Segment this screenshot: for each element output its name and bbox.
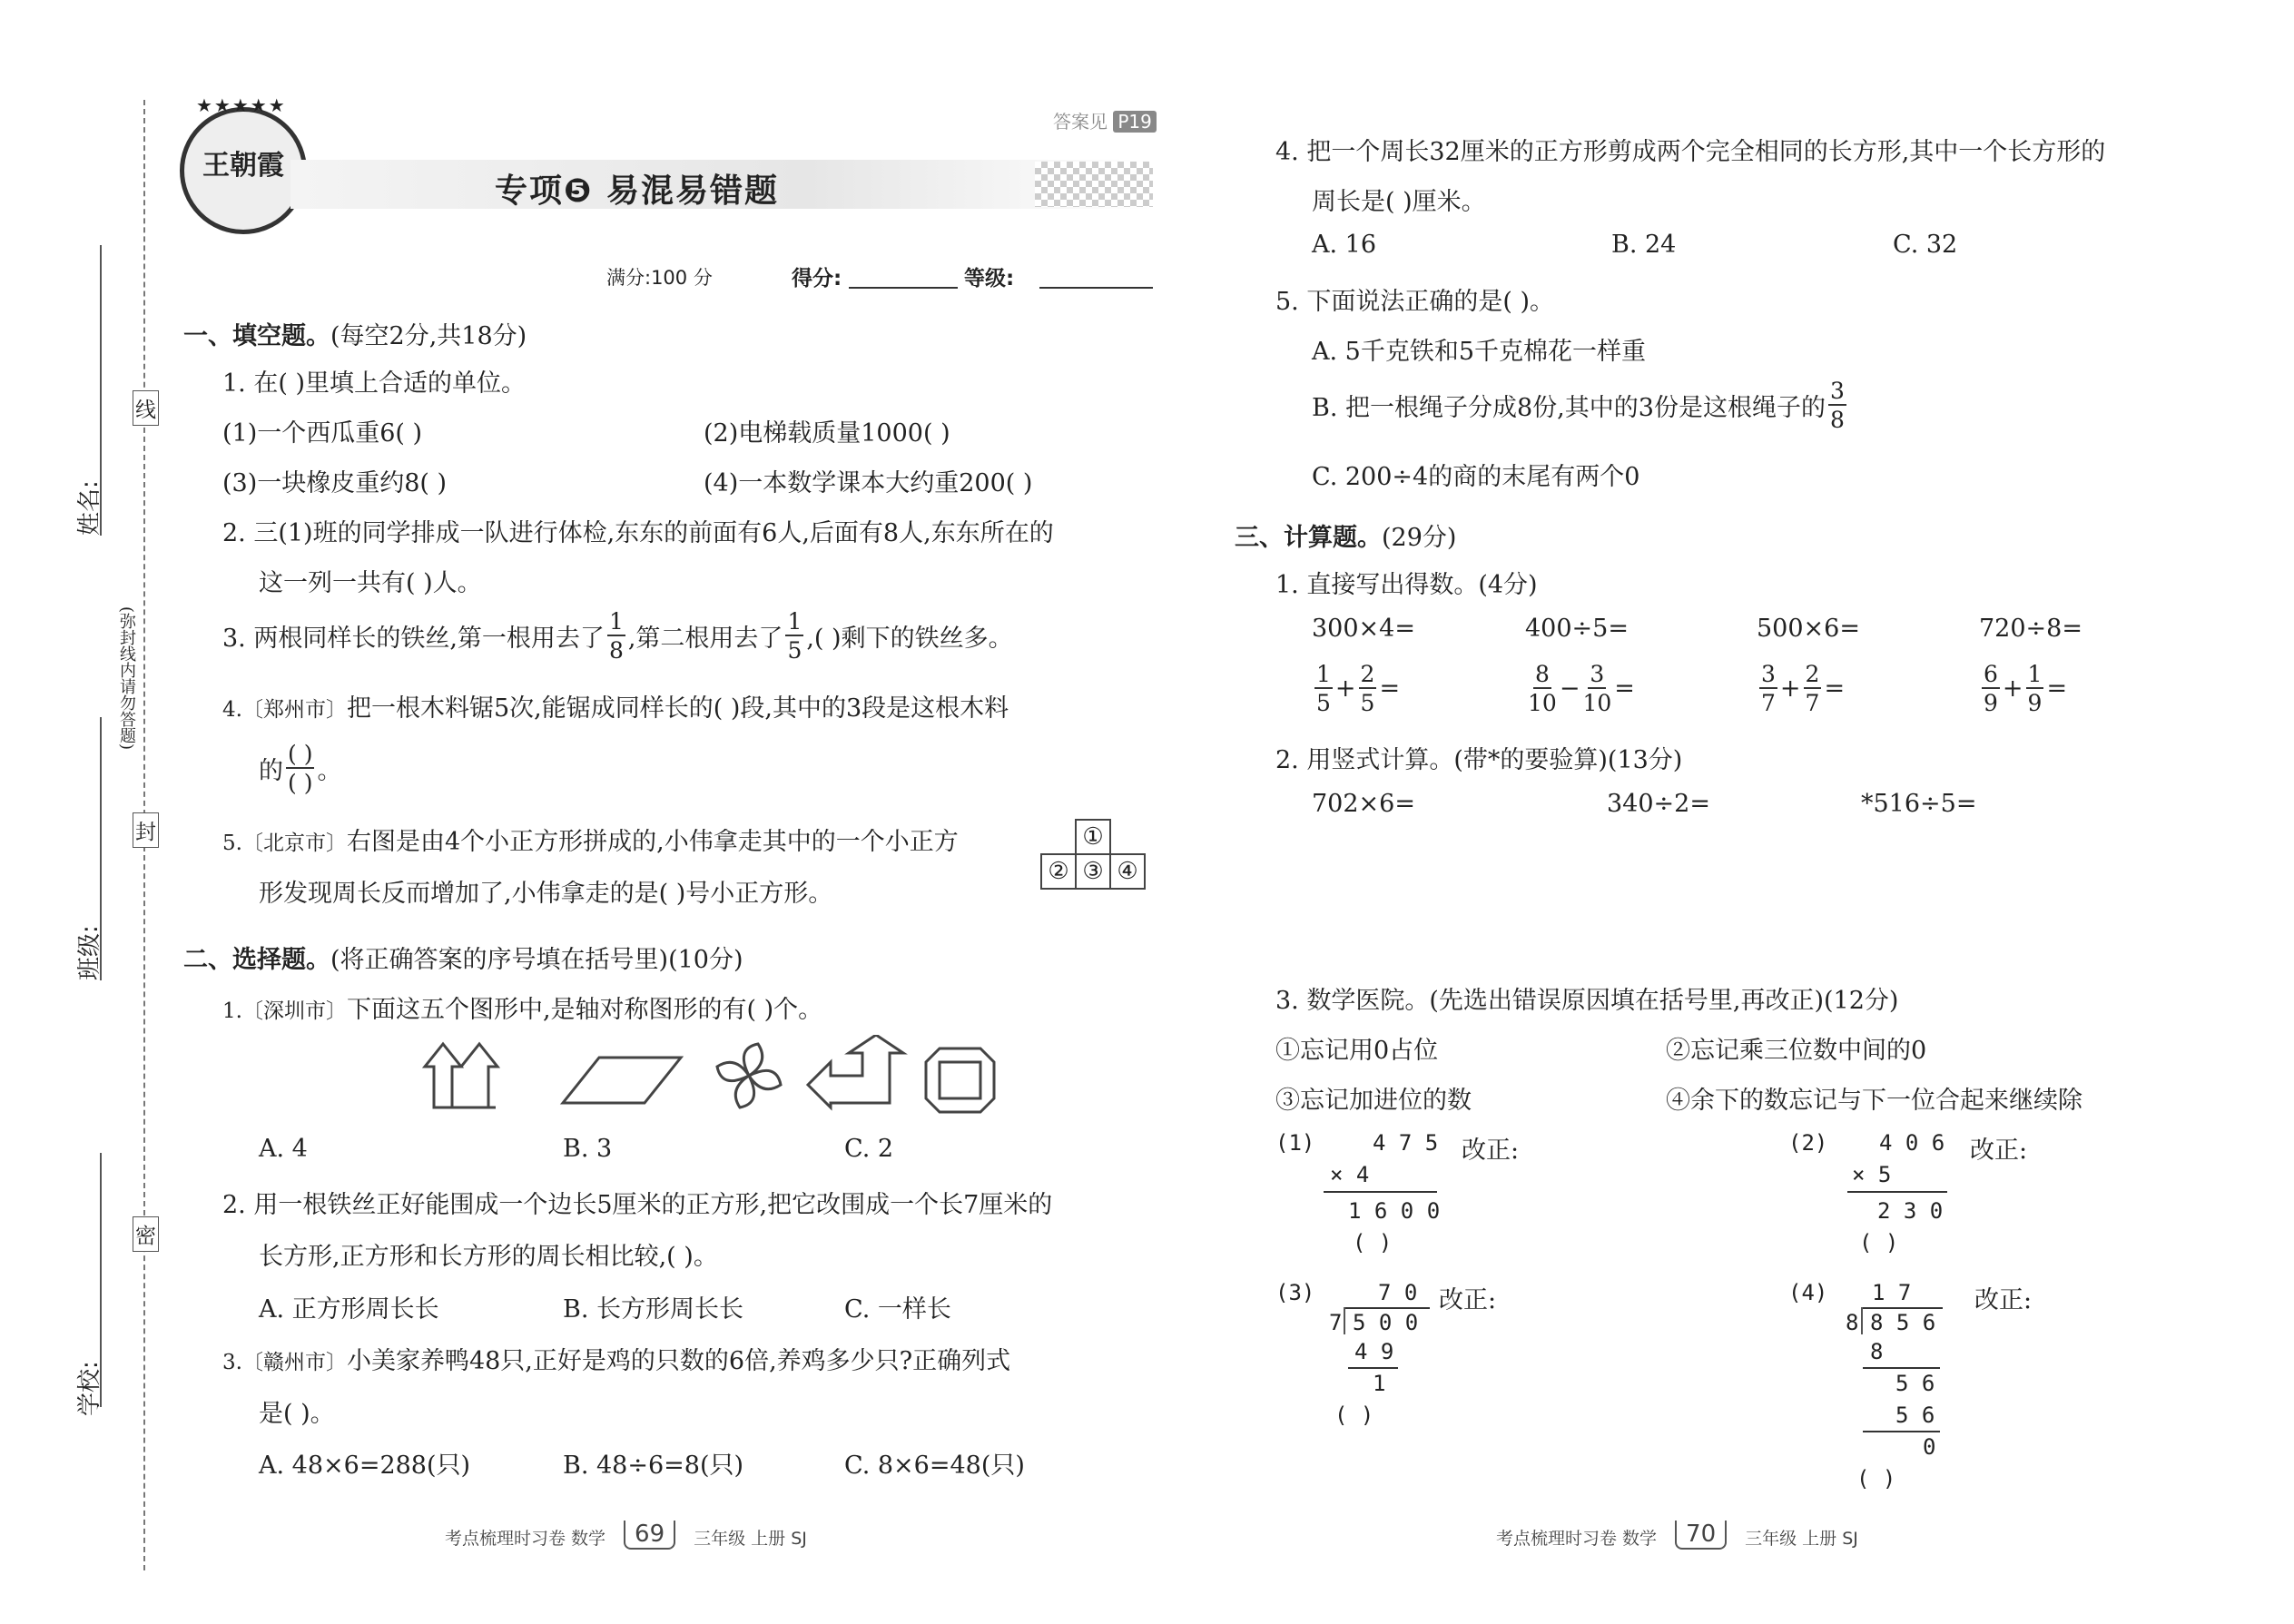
left-footer — [445, 1521, 807, 1550]
checker-pattern — [1035, 162, 1153, 207]
p2-answer-paren[interactable]: ( ) — [1859, 1230, 1899, 1255]
p2-label: (2) — [1788, 1130, 1828, 1156]
c1-tag: 1.〔深圳市〕 — [222, 999, 347, 1023]
c3-text: 小美家养鸭48只,正好是鸡的只数的6倍,养鸡多少只?正确列式 — [346, 1347, 1011, 1375]
p3-answer-paren[interactable]: ( ) — [1334, 1403, 1374, 1428]
symmetry-shapes — [418, 1035, 999, 1117]
gutter-name-label: 姓名: — [76, 480, 103, 536]
p4-label: (4) — [1788, 1280, 1828, 1305]
q3-text-c: ,( )剩下的铁丝多。 — [806, 625, 1013, 653]
square-4: ④ — [1109, 853, 1146, 890]
right-page-number: 70 — [1675, 1521, 1727, 1550]
section1-header — [183, 316, 527, 351]
c2-line2: 长方形,正方形和长方形的周长相比较,( )。 — [259, 1243, 718, 1271]
p4-dividend: 8 5 6 — [1870, 1310, 1936, 1335]
q2-line2: 这一列一共有( )人。 — [259, 569, 482, 597]
p2-result: 2 3 0 — [1877, 1198, 1944, 1224]
fs4-b-num: 1 — [2027, 661, 2043, 687]
q3-line — [222, 610, 1013, 662]
score-label: 得分: — [792, 267, 842, 290]
gutter-class-label: 班级: — [76, 925, 103, 980]
fs1-a — [1314, 663, 1333, 714]
p3-sub1: 4 9 — [1354, 1339, 1394, 1364]
gutter-seal-note: (弥封线内请勿答题) — [114, 606, 138, 750]
c4-line1: 4. 把一个周长32厘米的正方形剪成两个完全相同的长方形,其中一个长方形的 — [1275, 138, 2106, 166]
k1-item-c: 500×6= — [1757, 615, 1860, 643]
answer-ref-text: 答案见 — [1053, 111, 1108, 133]
q3-f1-num: 1 — [608, 608, 624, 635]
p4-rule2 — [1863, 1431, 1940, 1432]
q3-fraction-1 — [607, 610, 625, 662]
p2-rule — [1847, 1191, 1947, 1193]
k2-text: 2. 用竖式计算。(带*的要验算)(13分) — [1275, 746, 1683, 774]
fs4-a-den: 9 — [1984, 690, 1998, 716]
fs4-a-num: 6 — [1984, 661, 1998, 687]
q3-text-b: ,第二根用去了 — [627, 625, 783, 653]
c2-option-b[interactable]: B. 长方形周长长 — [563, 1295, 744, 1324]
p3-sub2: 1 — [1373, 1371, 1386, 1396]
fs2-b — [1582, 663, 1611, 714]
reason-1: ①忘记用0占位 — [1275, 1037, 1439, 1065]
q4-frac-den: ( ) — [288, 770, 313, 796]
q1-text: 1. 在( )里填上合适的单位。 — [222, 369, 526, 398]
star-row-icon: ★★★★★ — [196, 94, 287, 116]
fs1-b-num: 2 — [1360, 661, 1375, 687]
score-field[interactable] — [849, 287, 958, 289]
fs1-a-num: 1 — [1316, 661, 1331, 687]
gutter-line-mark: 线 — [133, 390, 159, 426]
p4-divisor: 8 — [1846, 1310, 1859, 1335]
q3-f2-num: 1 — [787, 608, 802, 635]
p3-label: (3) — [1275, 1280, 1315, 1305]
q3-fraction-2 — [785, 610, 803, 662]
fs1-a-den: 5 — [1316, 690, 1331, 716]
c5-frac-den: 8 — [1829, 407, 1845, 433]
c3-option-c[interactable]: C. 8×6=48(只) — [844, 1452, 1025, 1480]
c3-option-b[interactable]: B. 48÷6=8(只) — [563, 1452, 744, 1480]
c5-option-c[interactable]: C. 200÷4的商的末尾有两个0 — [1312, 463, 1640, 491]
p3-div-side — [1344, 1307, 1345, 1334]
fs1-op: + — [1334, 674, 1356, 703]
p1-fix-label: 改正: — [1462, 1137, 1520, 1165]
p1-top: 4 7 5 — [1373, 1130, 1439, 1156]
c1-line — [222, 989, 822, 1025]
reason-4: ④余下的数忘记与下一位合起来继续除 — [1666, 1087, 2082, 1115]
k1-item-a: 300×4= — [1312, 615, 1415, 643]
c3-option-a[interactable]: A. 48×6=288(只) — [259, 1452, 471, 1480]
p4-fix-label: 改正: — [1974, 1286, 2033, 1314]
fs4-a — [1982, 663, 2000, 714]
c4-option-b[interactable]: B. 24 — [1611, 231, 1677, 259]
right-footer-book: 考点梳理时习卷 数学 — [1496, 1529, 1658, 1549]
fs1-eq: = — [1379, 674, 1401, 703]
p2-top: 4 0 6 — [1879, 1130, 1945, 1156]
fs3-b-den: 7 — [1805, 690, 1820, 716]
c4-option-c[interactable]: C. 32 — [1893, 231, 1958, 259]
fs2-a — [1528, 663, 1557, 714]
answer-ref — [1053, 107, 1157, 133]
p4-sub1: 8 — [1870, 1339, 1884, 1364]
p1-label: (1) — [1275, 1130, 1315, 1156]
q3-f1-den: 8 — [608, 637, 624, 664]
square-2: ② — [1040, 853, 1077, 890]
frac-sum-3 — [1757, 663, 1845, 714]
p2-mul: × 5 — [1852, 1162, 1892, 1187]
section2-header — [183, 940, 743, 975]
right-footer — [1496, 1521, 1858, 1550]
fs3-op: + — [1779, 674, 1801, 703]
p1-answer-paren[interactable]: ( ) — [1353, 1230, 1393, 1255]
triple-arrow-shape — [425, 1044, 497, 1107]
left-page-number: 69 — [624, 1521, 675, 1550]
fs3-a — [1759, 663, 1777, 714]
k2-item-a: 702×6= — [1312, 790, 1415, 818]
fs4-op: + — [2002, 674, 2023, 703]
fs2-a-num: 8 — [1534, 661, 1550, 687]
p4-sub3: 5 6 — [1895, 1403, 1935, 1428]
q1-part-a: (1)一个西瓜重6( ) — [222, 419, 423, 448]
q4-tag: 4.〔郑州市〕 — [222, 698, 347, 722]
parallelogram-shape — [563, 1058, 681, 1103]
section-title: 专项❺ 易混易错题 — [495, 172, 780, 210]
fs4-b — [2026, 663, 2044, 714]
fs4-b-den: 9 — [2027, 690, 2043, 716]
p4-quotient: 1 7 — [1872, 1280, 1912, 1305]
gutter-seal-mark: 封 — [133, 812, 159, 848]
fs2-eq: = — [1614, 674, 1635, 703]
k1-text: 1. 直接写出得数。(4分) — [1275, 571, 1538, 599]
c2-line1: 2. 用一根铁丝正好能围成一个边长5厘米的正方形,把它改围成一个长7厘米的 — [222, 1191, 1053, 1219]
c5-text: 5. 下面说法正确的是( )。 — [1275, 288, 1554, 316]
q5-text-1: 右图是由4个小正方形拼成的,小伟拿走其中的一个小正方 — [346, 828, 959, 856]
p4-sub2: 5 6 — [1895, 1371, 1935, 1396]
reason-3: ③忘记加进位的数 — [1275, 1087, 1472, 1115]
k1-item-b: 400÷5= — [1525, 615, 1629, 643]
p3-divisor: 7 — [1329, 1310, 1343, 1335]
grade-field[interactable] — [1039, 287, 1153, 289]
section1-note: (每空2分,共18分) — [330, 322, 527, 350]
p3-fix-label: 改正: — [1439, 1286, 1497, 1314]
fs1-b-den: 5 — [1360, 690, 1375, 716]
q4-frac-num: ( ) — [288, 741, 313, 767]
c3-tag: 3.〔赣州市〕 — [222, 1351, 347, 1374]
c3-line1 — [222, 1341, 1010, 1376]
c1-option-a[interactable]: A. 4 — [259, 1135, 308, 1163]
q1-part-b: (2)电梯载质量1000( ) — [704, 419, 950, 448]
publisher-logo — [180, 107, 307, 234]
c1-text: 下面这五个图形中,是轴对称图形的有( )个。 — [346, 996, 823, 1024]
p3-quotient: 7 0 — [1378, 1280, 1418, 1305]
k3-text: 3. 数学医院。(先选出错误原因填在括号里,再改正)(12分) — [1275, 987, 1899, 1015]
section3-title: 三、计算题。 — [1235, 524, 1382, 552]
pinwheel-shape — [717, 1044, 781, 1107]
q4-text-a: 的 — [259, 757, 283, 785]
c1-option-c[interactable]: C. 2 — [844, 1135, 894, 1163]
p1-mul: × 4 — [1330, 1162, 1370, 1187]
fs2-b-den: 10 — [1582, 690, 1612, 716]
fs2-b-num: 3 — [1590, 661, 1605, 687]
k2-item-c: *516÷5= — [1861, 790, 1977, 818]
fs2-a-den: 10 — [1528, 690, 1557, 716]
octagon-square-shape — [926, 1048, 994, 1112]
p4-div-bar — [1861, 1307, 1943, 1309]
fs3-eq: = — [1824, 674, 1846, 703]
p2-fix-label: 改正: — [1970, 1137, 2028, 1165]
section1-title: 一、填空题。 — [183, 322, 330, 350]
right-footer-grade: 三年级 上册 SJ — [1745, 1529, 1858, 1549]
full-score: 满分:100 分 — [606, 267, 713, 289]
q5-line1 — [222, 822, 959, 857]
p4-sub4: 0 — [1923, 1434, 1936, 1460]
fs3-a-den: 7 — [1761, 690, 1776, 716]
q4-fraction-blank[interactable] — [286, 743, 314, 794]
fs3-a-num: 3 — [1761, 661, 1776, 687]
square-1: ① — [1075, 819, 1111, 855]
logo-text: 王朝霞 — [202, 150, 284, 182]
c2-option-c[interactable]: C. 一样长 — [844, 1295, 951, 1324]
left-footer-book: 考点梳理时习卷 数学 — [445, 1529, 606, 1549]
p3-dividend: 5 0 0 — [1353, 1310, 1419, 1335]
frac-sum-4 — [1979, 663, 2067, 714]
p4-div-side — [1861, 1307, 1863, 1334]
q1-part-d: (4)一本数学课本大约重200( ) — [704, 469, 1033, 497]
q2-line1: 2. 三(1)班的同学排成一队进行体检,东东的前面有6人,后面有8人,东东所在的 — [222, 519, 1054, 547]
section3-header — [1235, 517, 1456, 553]
c5-frac-num: 3 — [1829, 378, 1845, 404]
q4-line1 — [222, 688, 1009, 723]
c1-option-b[interactable]: B. 3 — [563, 1135, 613, 1163]
q4-line2 — [259, 743, 341, 794]
c3-line2: 是( )。 — [259, 1400, 335, 1428]
p4-rule1 — [1863, 1367, 1940, 1369]
p1-rule — [1324, 1191, 1437, 1193]
section3-note: (29分) — [1382, 524, 1457, 552]
c5-option-b[interactable] — [1312, 379, 1849, 431]
answer-ref-page: P19 — [1113, 111, 1157, 133]
k1-item-d: 720÷8= — [1979, 615, 2082, 643]
left-footer-grade: 三年级 上册 SJ — [694, 1529, 807, 1549]
k2-item-b: 340÷2= — [1607, 790, 1710, 818]
fs3-b-num: 2 — [1805, 661, 1820, 687]
q1-part-c: (3)一块橡皮重约8( ) — [222, 469, 448, 497]
fs1-b — [1359, 663, 1377, 714]
c5-option-b-text: B. 把一根绳子分成8份,其中的3份是这根绳子的 — [1312, 394, 1826, 422]
c5-option-a[interactable]: A. 5千克铁和5千克棉花一样重 — [1312, 338, 1647, 366]
frac-sum-2 — [1525, 663, 1635, 714]
c4-option-a[interactable]: A. 16 — [1312, 231, 1377, 259]
c5-fraction — [1828, 379, 1846, 431]
fs2-op: − — [1559, 674, 1580, 703]
c2-option-a[interactable]: A. 正方形周长长 — [259, 1295, 439, 1324]
section2-note: (将正确答案的序号填在括号里)(10分) — [330, 946, 743, 974]
gutter-school-label: 学校: — [76, 1361, 103, 1416]
fs4-eq: = — [2046, 674, 2068, 703]
frac-sum-1 — [1312, 663, 1400, 714]
q3-f2-den: 5 — [787, 637, 802, 664]
q4-text: 把一根木料锯5次,能锯成同样长的( )段,其中的3段是这根木料 — [346, 694, 1009, 723]
fs3-b — [1804, 663, 1822, 714]
q5-line2: 形发现周长反而增加了,小伟拿走的是( )号小正方形。 — [259, 880, 833, 908]
section2-title: 二、选择题。 — [183, 946, 330, 974]
q4-text-b: 。 — [317, 757, 342, 785]
step-arrow-shape — [808, 1035, 903, 1107]
square-3: ③ — [1075, 853, 1111, 890]
q3-text-a: 3. 两根同样长的铁丝,第一根用去了 — [222, 625, 605, 653]
gutter-dense-mark: 密 — [133, 1216, 159, 1252]
grade-label: 等级: — [964, 267, 1015, 290]
reason-2: ②忘记乘三位数中间的0 — [1666, 1037, 1927, 1065]
p4-answer-paren[interactable]: ( ) — [1856, 1466, 1896, 1491]
p3-div-bar — [1344, 1307, 1430, 1309]
p3-rule — [1348, 1367, 1398, 1369]
c4-line2: 周长是( )厘米。 — [1312, 188, 1486, 216]
p1-result: 1 6 0 0 — [1348, 1198, 1441, 1224]
q5-tag: 5.〔北京市〕 — [222, 832, 347, 855]
